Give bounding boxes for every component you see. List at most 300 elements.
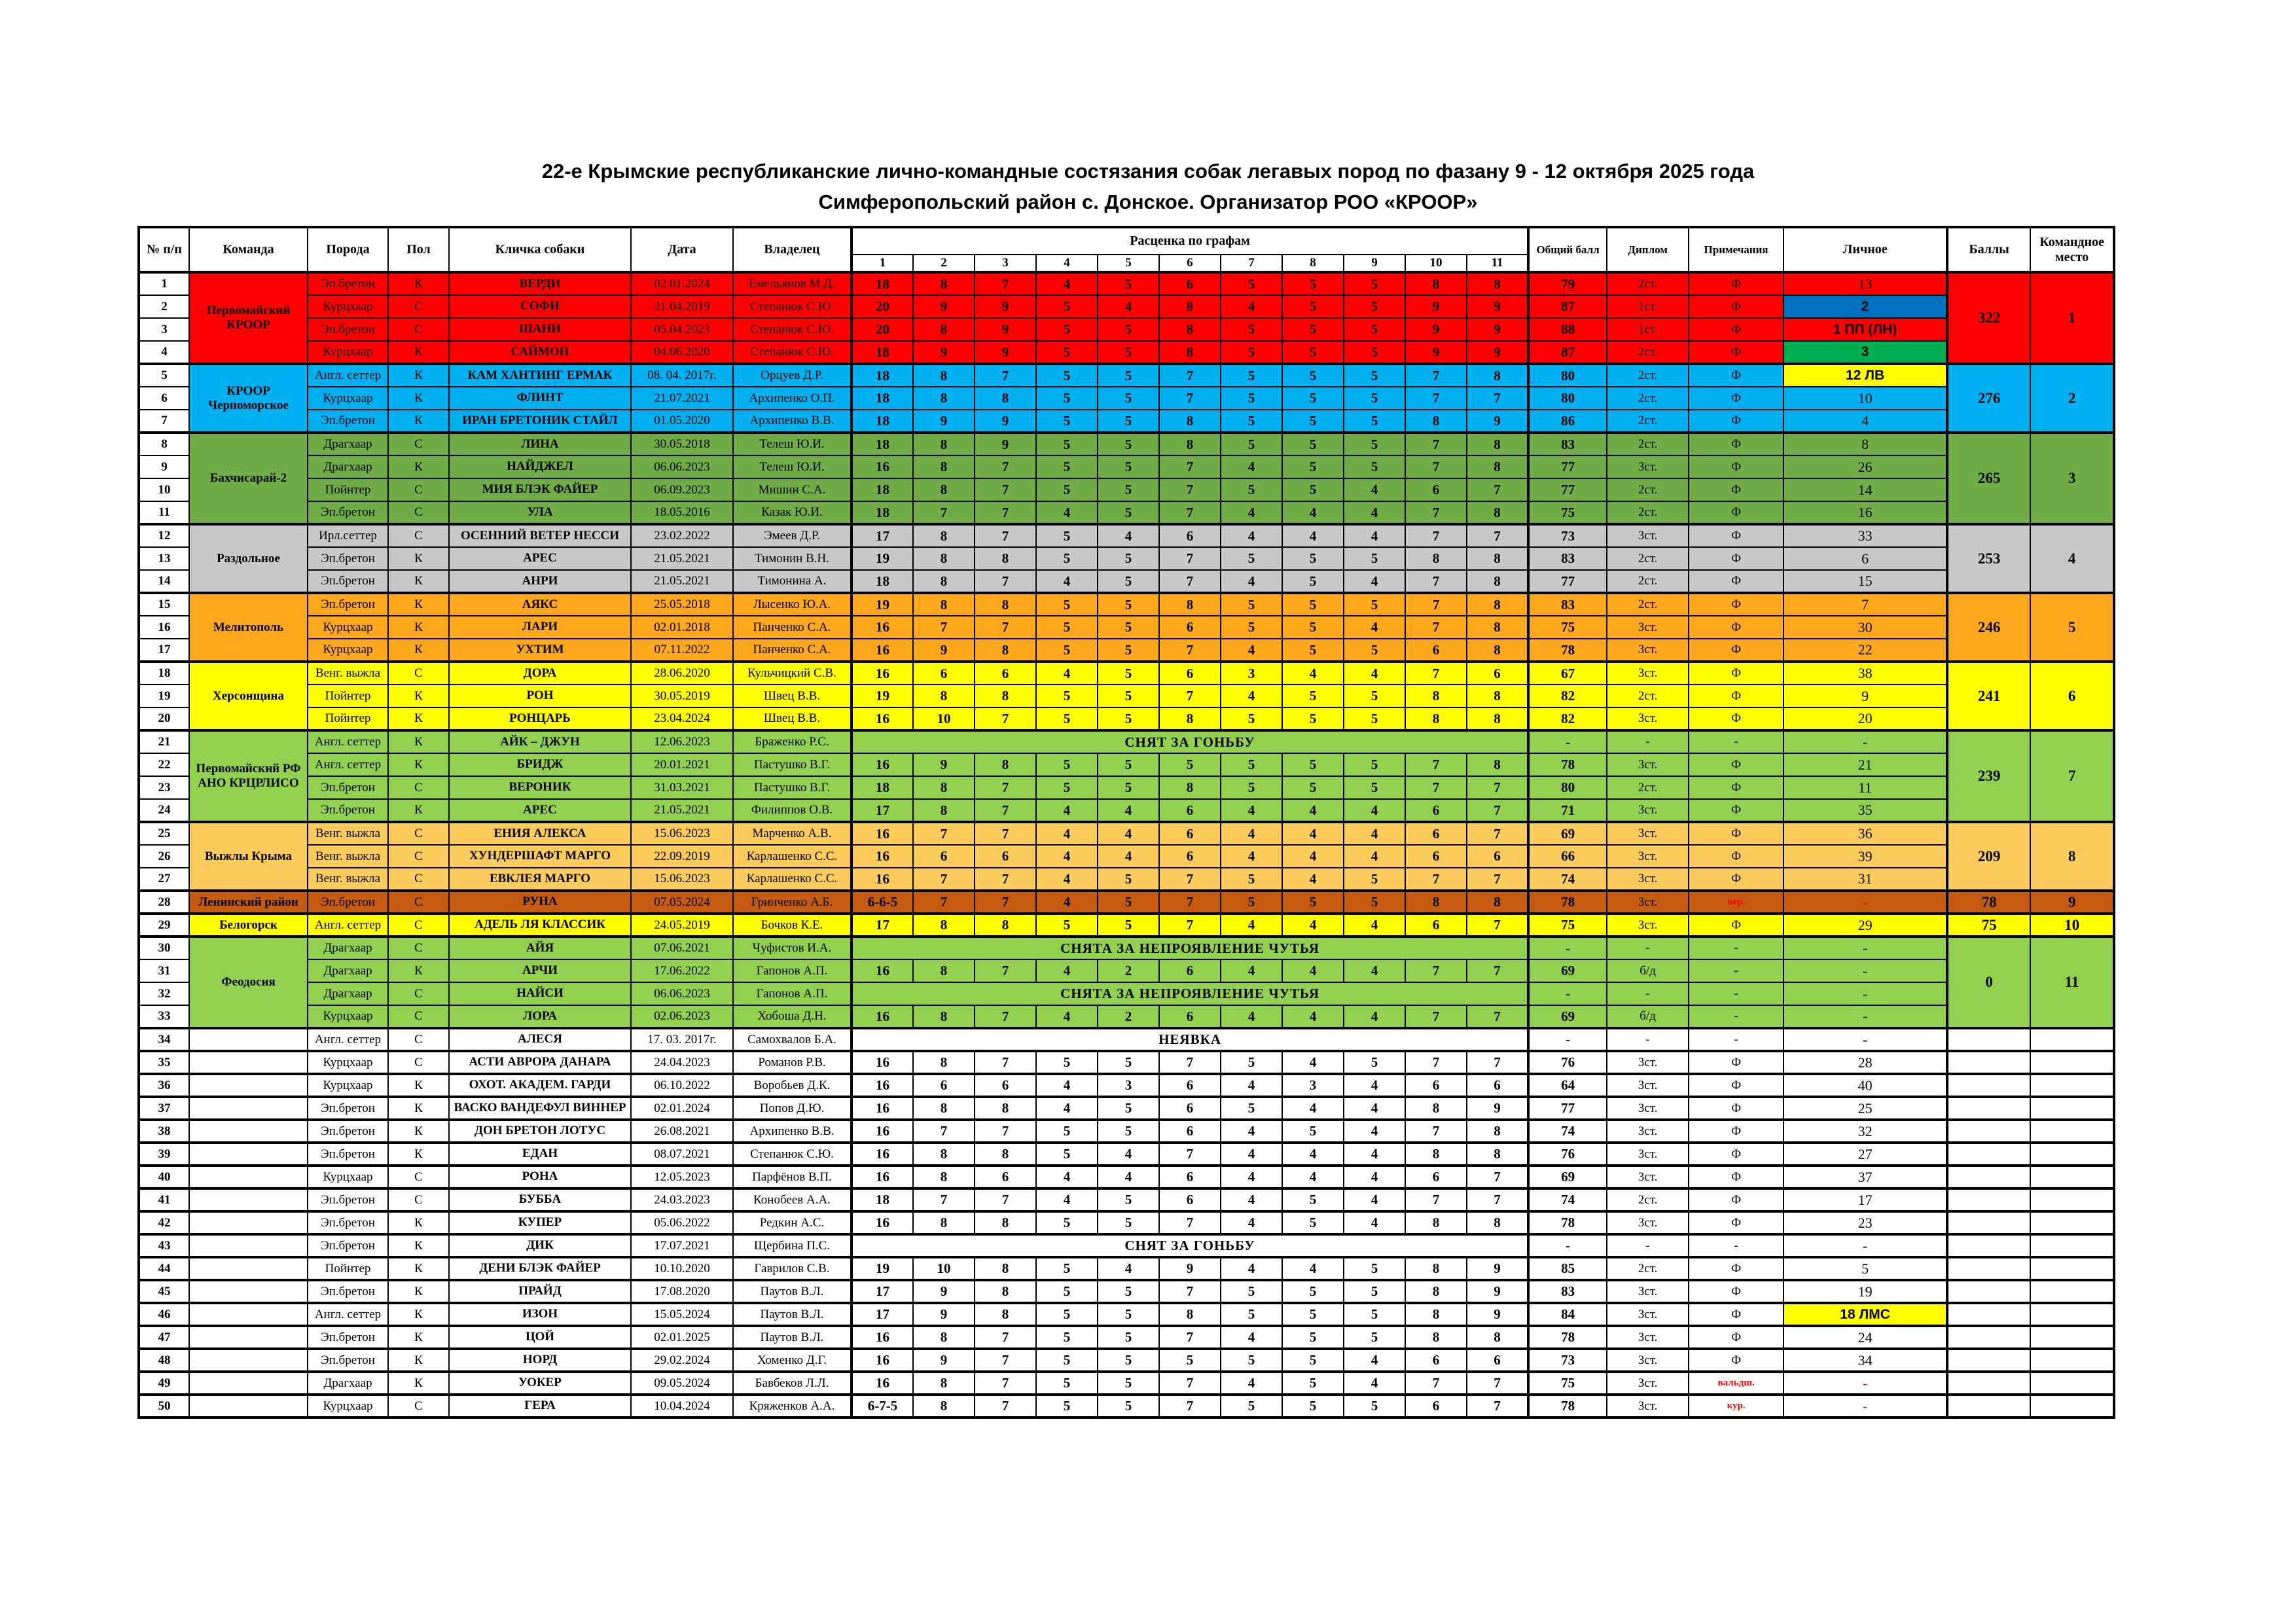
sex-cell: К [388, 1280, 449, 1303]
team-cell [189, 1097, 308, 1120]
breed-cell: Курцхаар [308, 616, 388, 639]
dog-name-cell: ОХОТ. АКАДЕМ. ГАРДИ [449, 1074, 631, 1097]
mark-cell: 7 [975, 1326, 1036, 1349]
mark-cell: 8 [975, 1257, 1036, 1280]
note-cell: - [1689, 730, 1784, 753]
owner-cell: Лысенко Ю.А. [733, 593, 852, 616]
dog-name-cell: АДЕЛЬ ЛЯ КЛАССИК [449, 914, 631, 936]
personal-place-cell: 26 [1784, 455, 1947, 478]
mark-cell: 7 [1467, 1372, 1528, 1395]
col-header-mark-11: 11 [1467, 255, 1528, 272]
mark-cell: 5 [1036, 1349, 1098, 1372]
mark-cell: 17 [852, 1303, 913, 1326]
team-cell [189, 1211, 308, 1234]
mark-cell: 5 [1098, 1120, 1159, 1143]
mark-cell: 5 [1221, 1280, 1282, 1303]
date-cell: 02.01.2024 [631, 272, 733, 295]
mark-cell: 9 [913, 1303, 975, 1326]
mark-cell: 5 [1282, 272, 1344, 295]
mark-cell: 4 [1344, 1143, 1405, 1166]
total-cell: 87 [1528, 295, 1607, 318]
team-points-cell [1947, 1395, 2030, 1418]
team-cell [189, 1143, 308, 1166]
mark-cell: 5 [1221, 1303, 1282, 1326]
note-cell: Ф [1689, 1188, 1784, 1211]
mark-cell: 16 [852, 822, 913, 845]
date-cell: 24.03.2023 [631, 1188, 733, 1211]
breed-cell: Эп.бретон [308, 547, 388, 570]
diploma-cell: 2ст. [1607, 501, 1689, 524]
table-row [139, 478, 2114, 501]
diploma-cell: 3ст. [1607, 1303, 1689, 1326]
note-cell: Ф [1689, 478, 1784, 501]
note-cell: Ф [1689, 707, 1784, 730]
mark-cell: 7 [1467, 1051, 1528, 1074]
row-number-cell: 30 [139, 936, 189, 959]
table-row [139, 1097, 2114, 1120]
mark-cell: 7 [975, 501, 1036, 524]
mark-cell: 8 [1467, 639, 1528, 662]
dog-name-cell: ШАНИ [449, 318, 631, 341]
breed-cell: Драгхаар [308, 982, 388, 1005]
breed-cell: Англ. сеттер [308, 1028, 388, 1051]
total-cell: 77 [1528, 478, 1607, 501]
date-cell: 07.05.2024 [631, 891, 733, 914]
mark-cell: 7 [1405, 501, 1467, 524]
mark-cell: 4 [1221, 799, 1282, 822]
mark-cell: 7 [1159, 639, 1221, 662]
personal-place-cell: 4 [1784, 410, 1947, 433]
team-cell [189, 1074, 308, 1097]
dog-name-cell: ЕНИЯ АЛЕКСА [449, 822, 631, 845]
diploma-cell: - [1607, 1028, 1689, 1051]
personal-place-cell: 38 [1784, 662, 1947, 685]
personal-place-cell: 1 ПП (ЛН) [1784, 318, 1947, 341]
mark-cell: 4 [1221, 685, 1282, 707]
mark-cell: 5 [1098, 685, 1159, 707]
date-cell: 12.06.2023 [631, 730, 733, 753]
team-place-cell [2030, 1395, 2114, 1418]
mark-cell: 5 [1344, 868, 1405, 891]
row-number-cell: 44 [139, 1257, 189, 1280]
mark-cell: 7 [913, 868, 975, 891]
mark-cell: 4 [1036, 501, 1098, 524]
mark-cell: 4 [1221, 455, 1282, 478]
sex-cell: К [388, 730, 449, 753]
mark-cell: 16 [852, 1120, 913, 1143]
team-points-cell [1947, 1074, 2030, 1097]
sex-cell: К [388, 570, 449, 593]
diploma-cell: 3ст. [1607, 1349, 1689, 1372]
mark-cell: 5 [1344, 1395, 1405, 1418]
mark-cell: 4 [1036, 272, 1098, 295]
row-number-cell: 34 [139, 1028, 189, 1051]
mark-cell: 5 [1036, 433, 1098, 455]
dog-name-cell: ЦОЙ [449, 1326, 631, 1349]
mark-cell: 4 [1036, 891, 1098, 914]
mark-cell: 5 [1098, 547, 1159, 570]
col-header-mark-6: 6 [1159, 255, 1221, 272]
mark-cell: 7 [1159, 685, 1221, 707]
mark-cell: 7 [975, 616, 1036, 639]
note-cell: Ф [1689, 570, 1784, 593]
mark-cell: 5 [1282, 547, 1344, 570]
diploma-cell: 3ст. [1607, 1120, 1689, 1143]
dog-name-cell: ЛАРИ [449, 616, 631, 639]
col-header-marks-group: Расценка по графам [852, 227, 1528, 255]
mark-cell: 16 [852, 616, 913, 639]
team-points-cell [1947, 1303, 2030, 1326]
breed-cell: Венг. выжла [308, 822, 388, 845]
mark-cell: 4 [1344, 1097, 1405, 1120]
sex-cell: С [388, 914, 449, 936]
total-cell: 87 [1528, 341, 1607, 364]
mark-cell: 8 [1467, 570, 1528, 593]
mark-cell: 16 [852, 868, 913, 891]
mark-cell: 7 [1405, 387, 1467, 410]
breed-cell: Англ. сеттер [308, 364, 388, 387]
team-points-cell: 75 [1947, 914, 2030, 936]
total-cell: 77 [1528, 1097, 1607, 1120]
table-row [139, 524, 2114, 547]
team-cell: Белогорск [189, 914, 308, 936]
mark-cell: 5 [1036, 410, 1098, 433]
dog-name-cell: ИРАН БРЕТОНИК СТАЙЛ [449, 410, 631, 433]
team-cell: Мелитополь [189, 593, 308, 662]
owner-cell: Орцуев Д.Р. [733, 364, 852, 387]
mark-cell: 5 [1098, 753, 1159, 776]
mark-cell: 8 [913, 364, 975, 387]
mark-cell: 4 [1344, 1005, 1405, 1028]
note-cell: Ф [1689, 1211, 1784, 1234]
note-cell: Ф [1689, 1303, 1784, 1326]
team-cell: Бахчисарай-2 [189, 433, 308, 524]
col-header-total: Общий балл [1528, 227, 1607, 272]
mark-cell: 5 [1036, 616, 1098, 639]
mark-cell: 5 [1036, 524, 1098, 547]
mark-cell: 7 [1405, 1051, 1467, 1074]
table-row [139, 1166, 2114, 1188]
mark-cell: 4 [1282, 914, 1344, 936]
sex-cell: С [388, 891, 449, 914]
mark-cell: 5 [1344, 272, 1405, 295]
sex-cell: К [388, 707, 449, 730]
diploma-cell: 3ст. [1607, 524, 1689, 547]
mark-cell: 6 [1159, 1120, 1221, 1143]
table-row [139, 799, 2114, 822]
dog-name-cell: ВАСКО ВАНДЕФУЛ ВИННЕР [449, 1097, 631, 1120]
mark-cell: 7 [975, 1120, 1036, 1143]
date-cell: 20.01.2021 [631, 753, 733, 776]
owner-cell: Редкин А.С. [733, 1211, 852, 1234]
date-cell: 15.06.2023 [631, 868, 733, 891]
date-cell: 04.06.2020 [631, 341, 733, 364]
mark-cell: 4 [1221, 1074, 1282, 1097]
col-header-mark-3: 3 [975, 255, 1036, 272]
row-number-cell: 8 [139, 433, 189, 455]
sex-cell: С [388, 822, 449, 845]
mark-cell: 5 [1221, 776, 1282, 799]
table-row [139, 845, 2114, 868]
row-number-cell: 26 [139, 845, 189, 868]
mark-cell: 8 [913, 1166, 975, 1188]
team-points-cell: 241 [1947, 662, 2030, 730]
mark-cell: 4 [1344, 914, 1405, 936]
mark-cell: 7 [1405, 433, 1467, 455]
breed-cell: Эп.бретон [308, 1097, 388, 1120]
table-row [139, 1051, 2114, 1074]
owner-cell: Гапонов А.П. [733, 959, 852, 982]
mark-cell: 5 [1344, 455, 1405, 478]
mark-cell: 8 [913, 1005, 975, 1028]
note-cell: Ф [1689, 1120, 1784, 1143]
sex-cell: С [388, 982, 449, 1005]
mark-cell: 4 [1344, 959, 1405, 982]
mark-cell: 8 [913, 1326, 975, 1349]
owner-cell: Панченко С.А. [733, 639, 852, 662]
mark-cell: 8 [913, 524, 975, 547]
mark-cell: 5 [1159, 753, 1221, 776]
row-number-cell: 33 [139, 1005, 189, 1028]
mark-cell: 8 [1467, 1326, 1528, 1349]
mark-cell: 5 [1221, 272, 1282, 295]
dog-name-cell: ПРАЙД [449, 1280, 631, 1303]
mark-cell: 6 [1405, 639, 1467, 662]
breed-cell: Драгхаар [308, 1372, 388, 1395]
mark-cell: 5 [1098, 1051, 1159, 1074]
mark-cell: 8 [975, 1143, 1036, 1166]
mark-cell: 5 [1221, 616, 1282, 639]
mark-cell: 6 [1159, 799, 1221, 822]
mark-cell: 8 [975, 1303, 1036, 1326]
row-number-cell: 29 [139, 914, 189, 936]
date-cell: 10.04.2024 [631, 1395, 733, 1418]
note-cell: - [1689, 1028, 1784, 1051]
mark-cell: 3 [1098, 1074, 1159, 1097]
mark-cell: 4 [1282, 1005, 1344, 1028]
mark-cell: 7 [913, 1120, 975, 1143]
mark-cell: 20 [852, 295, 913, 318]
row-number-cell: 6 [139, 387, 189, 410]
row-number-cell: 1 [139, 272, 189, 295]
table-row [139, 1326, 2114, 1349]
mark-cell: 4 [1098, 822, 1159, 845]
note-cell: Ф [1689, 272, 1784, 295]
breed-cell: Эп.бретон [308, 272, 388, 295]
mark-cell: 7 [1405, 593, 1467, 616]
mark-cell: 7 [1405, 364, 1467, 387]
owner-cell: Мишин С.А. [733, 478, 852, 501]
mark-cell: 8 [913, 547, 975, 570]
row-number-cell: 18 [139, 662, 189, 685]
mark-cell: 7 [1467, 1395, 1528, 1418]
col-header-place: Командное место [2030, 227, 2114, 272]
col-header-personal: Личное [1784, 227, 1947, 272]
mark-cell: 5 [1036, 753, 1098, 776]
mark-cell: 5 [1098, 478, 1159, 501]
owner-cell: Тимонин В.Н. [733, 547, 852, 570]
table-row [139, 455, 2114, 478]
date-cell: 17. 03. 2017г. [631, 1028, 733, 1051]
col-header-owner: Владелец [733, 227, 852, 272]
breed-cell: Курцхаар [308, 387, 388, 410]
date-cell: 30.05.2018 [631, 433, 733, 455]
personal-place-cell: 36 [1784, 822, 1947, 845]
mark-cell: 7 [975, 272, 1036, 295]
total-cell: 88 [1528, 318, 1607, 341]
breed-cell: Эп.бретон [308, 1120, 388, 1143]
team-place-cell [2030, 1166, 2114, 1188]
date-cell: 07.11.2022 [631, 639, 733, 662]
date-cell: 24.04.2023 [631, 1051, 733, 1074]
mark-cell: 8 [1467, 1120, 1528, 1143]
mark-cell: 6 [1405, 914, 1467, 936]
mark-cell: 6 [975, 662, 1036, 685]
mark-cell: 5 [1098, 410, 1159, 433]
dog-name-cell: ДИК [449, 1234, 631, 1257]
mark-cell: 5 [1098, 433, 1159, 455]
breed-cell: Эп.бретон [308, 1211, 388, 1234]
sex-cell: К [388, 1211, 449, 1234]
owner-cell: Щербина П.С. [733, 1234, 852, 1257]
mark-cell: 5 [1344, 341, 1405, 364]
personal-place-cell: 3 [1784, 341, 1947, 364]
note-cell: - [1689, 936, 1784, 959]
sex-cell: С [388, 936, 449, 959]
mark-cell: 9 [975, 295, 1036, 318]
mark-cell: 6 [1159, 1188, 1221, 1211]
personal-place-cell: 35 [1784, 799, 1947, 822]
mark-cell: 16 [852, 959, 913, 982]
sex-cell: К [388, 1097, 449, 1120]
team-points-cell [1947, 1257, 2030, 1280]
mark-cell: 8 [913, 959, 975, 982]
mark-cell: 7 [1405, 662, 1467, 685]
mark-cell: 8 [975, 387, 1036, 410]
diploma-cell: 3ст. [1607, 662, 1689, 685]
mark-cell: 9 [1405, 318, 1467, 341]
dog-name-cell: АЛЕСЯ [449, 1028, 631, 1051]
mark-cell: 2 [1098, 959, 1159, 982]
table-row [139, 1005, 2114, 1028]
date-cell: 21.05.2021 [631, 570, 733, 593]
mark-cell: 7 [913, 822, 975, 845]
dog-name-cell: ДОРА [449, 662, 631, 685]
mark-cell: 5 [1221, 868, 1282, 891]
mark-cell: 17 [852, 524, 913, 547]
team-place-cell [2030, 1349, 2114, 1372]
mark-cell: 8 [975, 685, 1036, 707]
mark-cell: 5 [1098, 1395, 1159, 1418]
date-cell: 09.05.2024 [631, 1372, 733, 1395]
dog-name-cell: ЕДАН [449, 1143, 631, 1166]
mark-cell: 5 [1036, 387, 1098, 410]
dog-name-cell: АЯКС [449, 593, 631, 616]
mark-cell: 6 [1467, 845, 1528, 868]
personal-place-cell: 9 [1784, 685, 1947, 707]
mark-cell: 5 [1036, 707, 1098, 730]
personal-place-cell: 6 [1784, 547, 1947, 570]
mark-cell: 8 [1467, 455, 1528, 478]
mark-cell: 7 [975, 364, 1036, 387]
total-cell: - [1528, 936, 1607, 959]
mark-cell: 7 [1159, 868, 1221, 891]
diploma-cell: 2ст. [1607, 593, 1689, 616]
mark-cell: 18 [852, 478, 913, 501]
team-cell [189, 1280, 308, 1303]
mark-cell: 7 [1467, 776, 1528, 799]
owner-cell: Степанюк С.Ю. [733, 318, 852, 341]
row-number-cell: 48 [139, 1349, 189, 1372]
row-number-cell: 42 [139, 1211, 189, 1234]
mark-cell: 8 [1467, 433, 1528, 455]
diploma-cell: - [1607, 1234, 1689, 1257]
mark-cell: 5 [1098, 776, 1159, 799]
mark-cell: 6 [1159, 1005, 1221, 1028]
mark-cell: 4 [1344, 1074, 1405, 1097]
total-cell: 64 [1528, 1074, 1607, 1097]
note-cell: Ф [1689, 822, 1784, 845]
mark-cell: 4 [1098, 524, 1159, 547]
team-cell: Феодосия [189, 936, 308, 1028]
team-points-cell: 209 [1947, 822, 2030, 891]
personal-place-cell: 19 [1784, 1280, 1947, 1303]
mark-cell: 16 [852, 1166, 913, 1188]
date-cell: 25.05.2018 [631, 593, 733, 616]
date-cell: 07.06.2021 [631, 936, 733, 959]
mark-cell: 5 [1098, 387, 1159, 410]
dog-name-cell: ЛОРА [449, 1005, 631, 1028]
diploma-cell: 3ст. [1607, 616, 1689, 639]
mark-cell: 16 [852, 1349, 913, 1372]
mark-cell: 8 [1159, 1303, 1221, 1326]
personal-place-cell: 33 [1784, 524, 1947, 547]
total-cell: 78 [1528, 1211, 1607, 1234]
owner-cell: Панченко С.А. [733, 616, 852, 639]
team-place-cell [2030, 1074, 2114, 1097]
mark-cell: 20 [852, 318, 913, 341]
breed-cell: Драгхаар [308, 433, 388, 455]
mark-cell: 9 [1467, 1303, 1528, 1326]
mark-cell: 4 [1282, 1143, 1344, 1166]
note-cell: Ф [1689, 364, 1784, 387]
row-number-cell: 36 [139, 1074, 189, 1097]
note-cell: - [1689, 1005, 1784, 1028]
total-cell: 78 [1528, 1326, 1607, 1349]
mark-cell: 5 [1282, 593, 1344, 616]
team-place-cell [2030, 1326, 2114, 1349]
note-cell: Ф [1689, 845, 1784, 868]
mark-cell: 6 [913, 662, 975, 685]
mark-cell: 5 [1036, 1051, 1098, 1074]
mark-cell: 5 [1221, 387, 1282, 410]
mark-cell: 18 [852, 501, 913, 524]
owner-cell: Швец В.В. [733, 707, 852, 730]
mark-cell: 7 [975, 524, 1036, 547]
mark-cell: 6 [1159, 822, 1221, 845]
mark-cell: 7 [1467, 799, 1528, 822]
dog-name-cell: АНРИ [449, 570, 631, 593]
team-cell: Выжлы Крыма [189, 822, 308, 891]
mark-cell: 7 [913, 891, 975, 914]
dog-name-cell: НАЙСИ [449, 982, 631, 1005]
mark-cell: 8 [1405, 1097, 1467, 1120]
mark-cell: 5 [1098, 1326, 1159, 1349]
team-cell [189, 1051, 308, 1074]
diploma-cell: - [1607, 730, 1689, 753]
mark-cell: 4 [1282, 501, 1344, 524]
team-points-cell [1947, 1188, 2030, 1211]
